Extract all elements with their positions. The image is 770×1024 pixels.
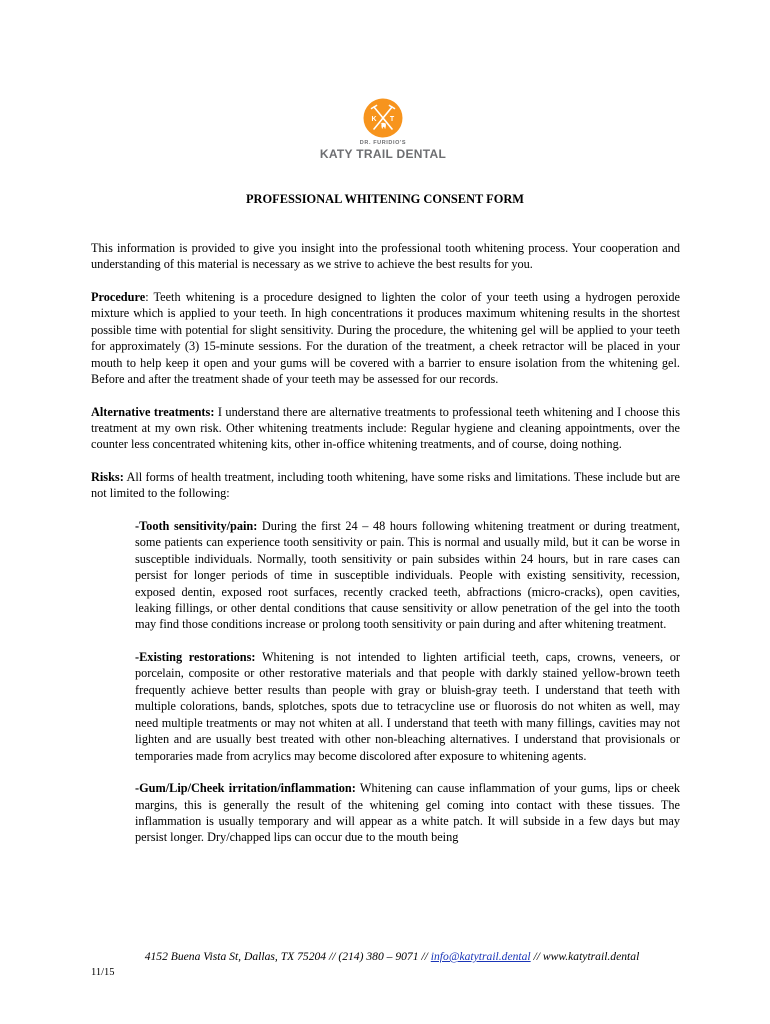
risk-item-restorations: [135, 649, 680, 764]
logo: [318, 98, 448, 170]
risks-text: All forms of health treatment, including tooth whitening, have some risks and limitations. These include but are not limited to the following:: [91, 470, 680, 501]
risk-item-label: -Tooth sensitivity/pain:: [135, 519, 258, 534]
footer-address: 4152 Buena Vista St, Dallas, TX 75204 // (214) 380 – 9071 //: [144, 950, 431, 963]
risk-item-irritation: [135, 780, 680, 846]
footer-email-link[interactable]: info@katytrail.dental: [430, 950, 531, 963]
risk-item-label: -Gum/Lip/Cheek irritation/inflammation:: [135, 781, 356, 796]
svg-text:K: K: [371, 116, 377, 123]
footer-website: // www.katytrail.dental: [530, 950, 640, 963]
katy-trail-logo-icon: [363, 98, 403, 138]
risk-item-sensitivity: [135, 518, 680, 633]
procedure-label: Procedure: [91, 290, 146, 304]
svg-text:T: T: [389, 116, 395, 123]
risks-label: Risks:: [91, 470, 124, 485]
procedure-text: : Teeth whitening is a procedure designed to lighten the color of your teeth using a hydrogen peroxide mixture which is applied to your teeth. In high concentrations it produces maximum whitening results in the shortest possible time with potential for slight sensitivity. During the procedure, the whitening gel will be applied to your teeth for approximately (3) 15-minute sessions. For the duration of the treatment, a cheek retractor will be placed in your mouth to help keep it open and your gums will be covered with a barrier to ensure isolation from the whitening gel. Before and after the treatment shade of your teeth may be assessed for our records.: [91, 290, 680, 387]
page-title: PROFESSIONAL WHITENING CONSENT FORM: [245, 192, 525, 206]
risk-item-label: -Existing restorations:: [135, 650, 256, 665]
intro-paragraph: This information is provided to give you insight into the professional tooth whitening process. Your cooperation and understanding of this material is necessary as we strive to achieve the best results for you.: [91, 241, 680, 272]
risk-item-text: Whitening is not intended to lighten artificial teeth, caps, crowns, veneers, or porcelain, composite or other restorative materials and that people with darkly stained yellow-brown teeth frequently achieve better results than people with gray or bluish-gray teeth. I understand that teeth with multiple colorations, bands, splotches, spots due to tetracycline use or fluorosis do not whiten as well, may need multiple treatments or may not whiten at all. I understand that teeth with many fillings, cavities may not lighten and are usually best treated with other non-bleaching alternatives. I understand that provisionals or temporaries made from acrylics may become discolored after exposure to whitening agents.: [135, 650, 680, 763]
alternatives-text: I understand there are alternative treatments to professional teeth whitening and I choose this treatment at my own risk. Other whitening treatments include: Regular hygiene and cleaning appointments, over the counter less concentrated whitening kits, other in-office whitening treatments, and of course, doing nothing.: [91, 404, 680, 452]
revision-date: 11/15: [91, 967, 115, 978]
document-body: [91, 240, 680, 862]
procedure-paragraph: [91, 289, 680, 387]
risk-item-text: During the first 24 – 48 hours following whitening treatment or during treatment, some patients can experience tooth sensitivity or pain. This is normal and usually mild, but it can be worse in susceptible individuals. Normally, tooth sensitivity or pain subsides within 24 hours, but in rare cases can persist for longer periods of time in susceptible individuals. People with existing sensitivity, recession, exposed dentin, exposed root surfaces, recently cracked teeth, abfractions (micro-cracks), open cavities, leaking fillings, or other dental conditions that cause sensitivity or allow penetration of the gel into the tooth may find those conditions increase or prolong tooth sensitivity or pain during and after whitening treatment.: [135, 519, 680, 632]
risks-paragraph: [91, 469, 680, 502]
footer-contact: [0, 950, 770, 963]
alternatives-label: Alternative treatments:: [91, 404, 215, 419]
logo-subtitle: DR. FURIDIO'S: [359, 140, 407, 146]
alternatives-paragraph: [91, 404, 680, 453]
risk-item-text: Whitening can cause inflammation of your gums, lips or cheek margins, this is generally the result of the whitening gel coming into contact with these tissues. The inflammation is usually temporary and will appear as a white patch. It will subside in a few days but may persist longer. Dry/chapped lips can occur due to the mouth being: [135, 781, 680, 845]
logo-name: KATY TRAIL DENTAL: [319, 147, 447, 161]
